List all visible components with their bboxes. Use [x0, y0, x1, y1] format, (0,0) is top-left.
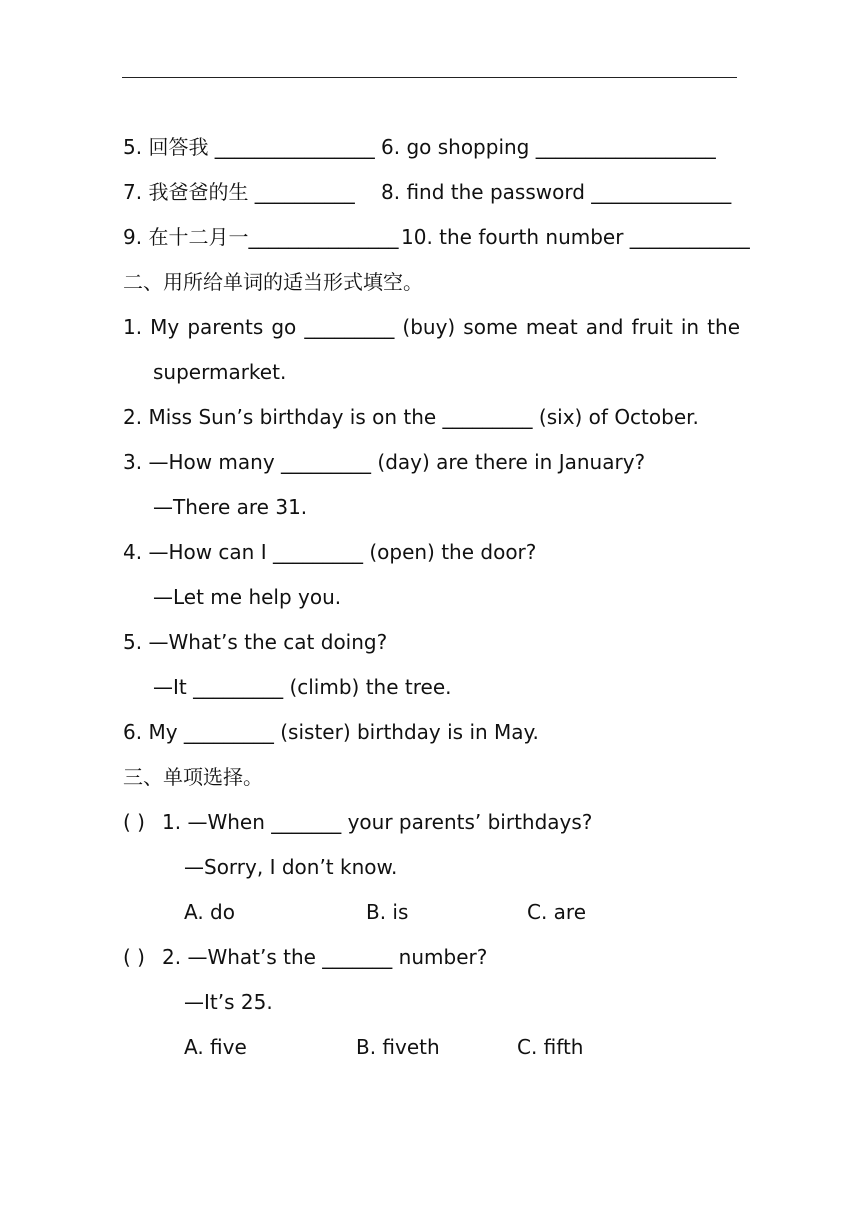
- section-heading: 二、用所给单词的适当形式填空。: [123, 270, 423, 294]
- word: some: [463, 315, 518, 339]
- mc-question-text: 2. —What’s the _______ number?: [162, 945, 488, 969]
- word: fruit: [631, 315, 673, 339]
- phrase-item: 8. find the password ______________: [381, 180, 732, 204]
- word: 1.: [123, 315, 143, 339]
- phrase-item: 5. 回答我 ________________: [123, 135, 375, 159]
- word: in: [680, 315, 700, 339]
- mc-question-1-reply: —Sorry, I don’t know.: [184, 855, 398, 879]
- word: meat: [525, 315, 578, 339]
- option-a: A. five: [184, 1035, 247, 1059]
- word: My: [150, 315, 180, 339]
- word: and: [585, 315, 624, 339]
- phrase-item: 7. 我爸爸的生 __________: [123, 180, 355, 204]
- question-3-answer: —There are 31.: [153, 495, 308, 519]
- word: go: [271, 315, 297, 339]
- question-5: 5. —What’s the cat doing?: [123, 630, 388, 654]
- word: parents: [187, 315, 264, 339]
- question-4-answer: —Let me help you.: [153, 585, 342, 609]
- word: the: [707, 315, 740, 339]
- word: (buy): [402, 315, 456, 339]
- answer-blank: _________: [304, 315, 395, 339]
- phrase-item: 10. the fourth number ____________: [401, 225, 750, 249]
- mc-question-text: 1. —When _______ your parents’ birthdays?: [162, 810, 593, 834]
- option-c: C. fifth: [517, 1035, 584, 1059]
- question-1: [123, 313, 740, 341]
- answer-bracket: ( ): [123, 945, 145, 969]
- phrase-item: 6. go shopping __________________: [381, 135, 716, 159]
- option-c: C. are: [527, 900, 587, 924]
- question-2: 2. Miss Sun’s birthday is on the _________ (six) of October.: [123, 405, 699, 429]
- header-rule: [122, 77, 737, 78]
- question-1-continuation: supermarket.: [153, 360, 287, 384]
- question-3: 3. —How many _________ (day) are there in January?: [123, 450, 646, 474]
- question-6: 6. My _________ (sister) birthday is in May.: [123, 720, 539, 744]
- option-b: B. fiveth: [356, 1035, 440, 1059]
- question-4: 4. —How can I _________ (open) the door?: [123, 540, 537, 564]
- mc-question-2-reply: —It’s 25.: [184, 990, 273, 1014]
- phrase-item: 9. 在十二月一_______________: [123, 225, 399, 249]
- option-b: B. is: [366, 900, 409, 924]
- section-heading: 三、单项选择。: [123, 765, 263, 789]
- question-5-answer: —It _________ (climb) the tree.: [153, 675, 452, 699]
- answer-bracket: ( ): [123, 810, 145, 834]
- option-a: A. do: [184, 900, 235, 924]
